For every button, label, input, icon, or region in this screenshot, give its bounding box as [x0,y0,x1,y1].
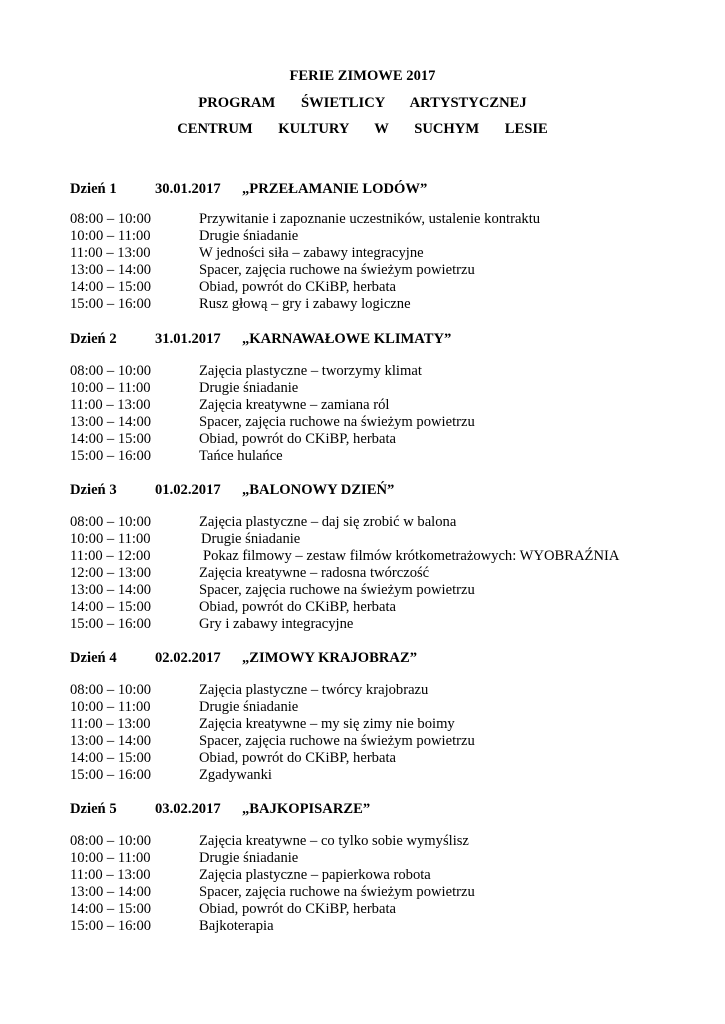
activity: Drugie śniadanie [199,228,299,244]
time-slot: 13:00 – 14:00 [70,582,152,598]
activity: Drugie śniadanie [201,531,301,547]
time-slot: 14:00 – 15:00 [70,750,152,766]
time-slot: 11:00 – 13:00 [70,245,151,261]
activity: Zajęcia kreatywne – radosna twórczość [199,565,430,581]
activity: Drugie śniadanie [199,850,299,866]
time-slot: 15:00 – 16:00 [70,296,152,312]
time-slot: 13:00 – 14:00 [70,733,152,749]
time-slot: 08:00 – 10:00 [70,211,152,227]
activity: Rusz głową – gry i zabawy logiczne [199,296,411,312]
time-slot: 13:00 – 14:00 [70,884,152,900]
time-slot: 14:00 – 15:00 [70,431,152,447]
time-slot: 14:00 – 15:00 [70,901,152,917]
activity: Zajęcia plastyczne – daj się zrobić w balona [199,514,457,530]
activity: Drugie śniadanie [199,699,299,715]
day-label: Dzień 2 [70,331,117,347]
activity: Zajęcia kreatywne – zamiana ról [199,397,390,413]
time-slot: 10:00 – 11:00 [70,699,151,715]
day-title: „BAJKOPISARZE” [242,801,371,817]
activity: Zajęcia plastyczne – twórcy krajobrazu [199,682,429,698]
time-slot: 13:00 – 14:00 [70,414,152,430]
time-slot: 12:00 – 13:00 [70,565,152,581]
day-label: Dzień 4 [70,650,117,666]
time-slot: 15:00 – 16:00 [70,616,152,632]
document-title: FERIE ZIMOWE 2017 [289,68,436,84]
time-slot: 11:00 – 12:00 [70,548,151,564]
time-slot: 15:00 – 16:00 [70,767,152,783]
day-title: „KARNAWAŁOWE KLIMATY” [242,331,452,347]
time-slot: 14:00 – 15:00 [70,279,152,295]
time-slot: 13:00 – 14:00 [70,262,152,278]
document-subtitle: PROGRAM ŚWIETLICY ARTYSTYCZNEJ [198,95,527,111]
activity: W jedności siła – zabawy integracyjne [199,245,424,261]
day-label: Dzień 5 [70,801,117,817]
activity: Spacer, zajęcia ruchowe na świeżym powietrzu [199,582,475,598]
time-slot: 08:00 – 10:00 [70,514,152,530]
activity: Gry i zabawy integracyjne [199,616,354,632]
activity: Przywitanie i zapoznanie uczestników, ustalenie kontraktu [199,211,541,227]
activity: Spacer, zajęcia ruchowe na świeżym powietrzu [199,414,475,430]
activity: Obiad, powrót do CKiBP, herbata [199,279,396,295]
activity: Bajkoterapia [199,918,274,934]
time-slot: 15:00 – 16:00 [70,448,152,464]
activity: Zajęcia plastyczne – papierkowa robota [199,867,431,883]
activity: Spacer, zajęcia ruchowe na świeżym powietrzu [199,262,475,278]
day-date: 02.02.2017 [155,650,221,666]
day-date: 30.01.2017 [155,181,221,197]
time-slot: 10:00 – 11:00 [70,228,151,244]
activity: Zajęcia plastyczne – tworzymy klimat [199,363,422,379]
time-slot: 10:00 – 11:00 [70,380,151,396]
time-slot: 11:00 – 13:00 [70,867,151,883]
day-title: „BALONOWY DZIEŃ” [242,482,395,498]
time-slot: 14:00 – 15:00 [70,599,152,615]
activity: Spacer, zajęcia ruchowe na świeżym powietrzu [199,733,475,749]
activity: Obiad, powrót do CKiBP, herbata [199,431,396,447]
activity: Obiad, powrót do CKiBP, herbata [199,750,396,766]
day-date: 01.02.2017 [155,482,221,498]
activity: Zajęcia kreatywne – my się zimy nie boimy [199,716,455,732]
time-slot: 11:00 – 13:00 [70,716,151,732]
activity: Zgadywanki [199,767,272,783]
day-date: 31.01.2017 [155,331,221,347]
day-label: Dzień 1 [70,181,117,197]
time-slot: 15:00 – 16:00 [70,918,152,934]
activity: Pokaz filmowy – zestaw filmów krótkometrażowych: WYOBRAŹNIA [203,548,620,564]
time-slot: 08:00 – 10:00 [70,833,152,849]
activity: Obiad, powrót do CKiBP, herbata [199,599,396,615]
day-title: „PRZEŁAMANIE LODÓW” [242,181,428,197]
activity: Zajęcia kreatywne – co tylko sobie wymyślisz [199,833,469,849]
time-slot: 08:00 – 10:00 [70,682,152,698]
time-slot: 08:00 – 10:00 [70,363,152,379]
document-organizer: CENTRUM KULTURY W SUCHYM LESIE [177,121,548,137]
time-slot: 10:00 – 11:00 [70,531,151,547]
day-title: „ZIMOWY KRAJOBRAZ” [242,650,417,666]
day-date: 03.02.2017 [155,801,221,817]
day-label: Dzień 3 [70,482,117,498]
activity: Tańce hulańce [199,448,283,464]
activity: Spacer, zajęcia ruchowe na świeżym powietrzu [199,884,475,900]
time-slot: 11:00 – 13:00 [70,397,151,413]
activity: Obiad, powrót do CKiBP, herbata [199,901,396,917]
activity: Drugie śniadanie [199,380,299,396]
time-slot: 10:00 – 11:00 [70,850,151,866]
